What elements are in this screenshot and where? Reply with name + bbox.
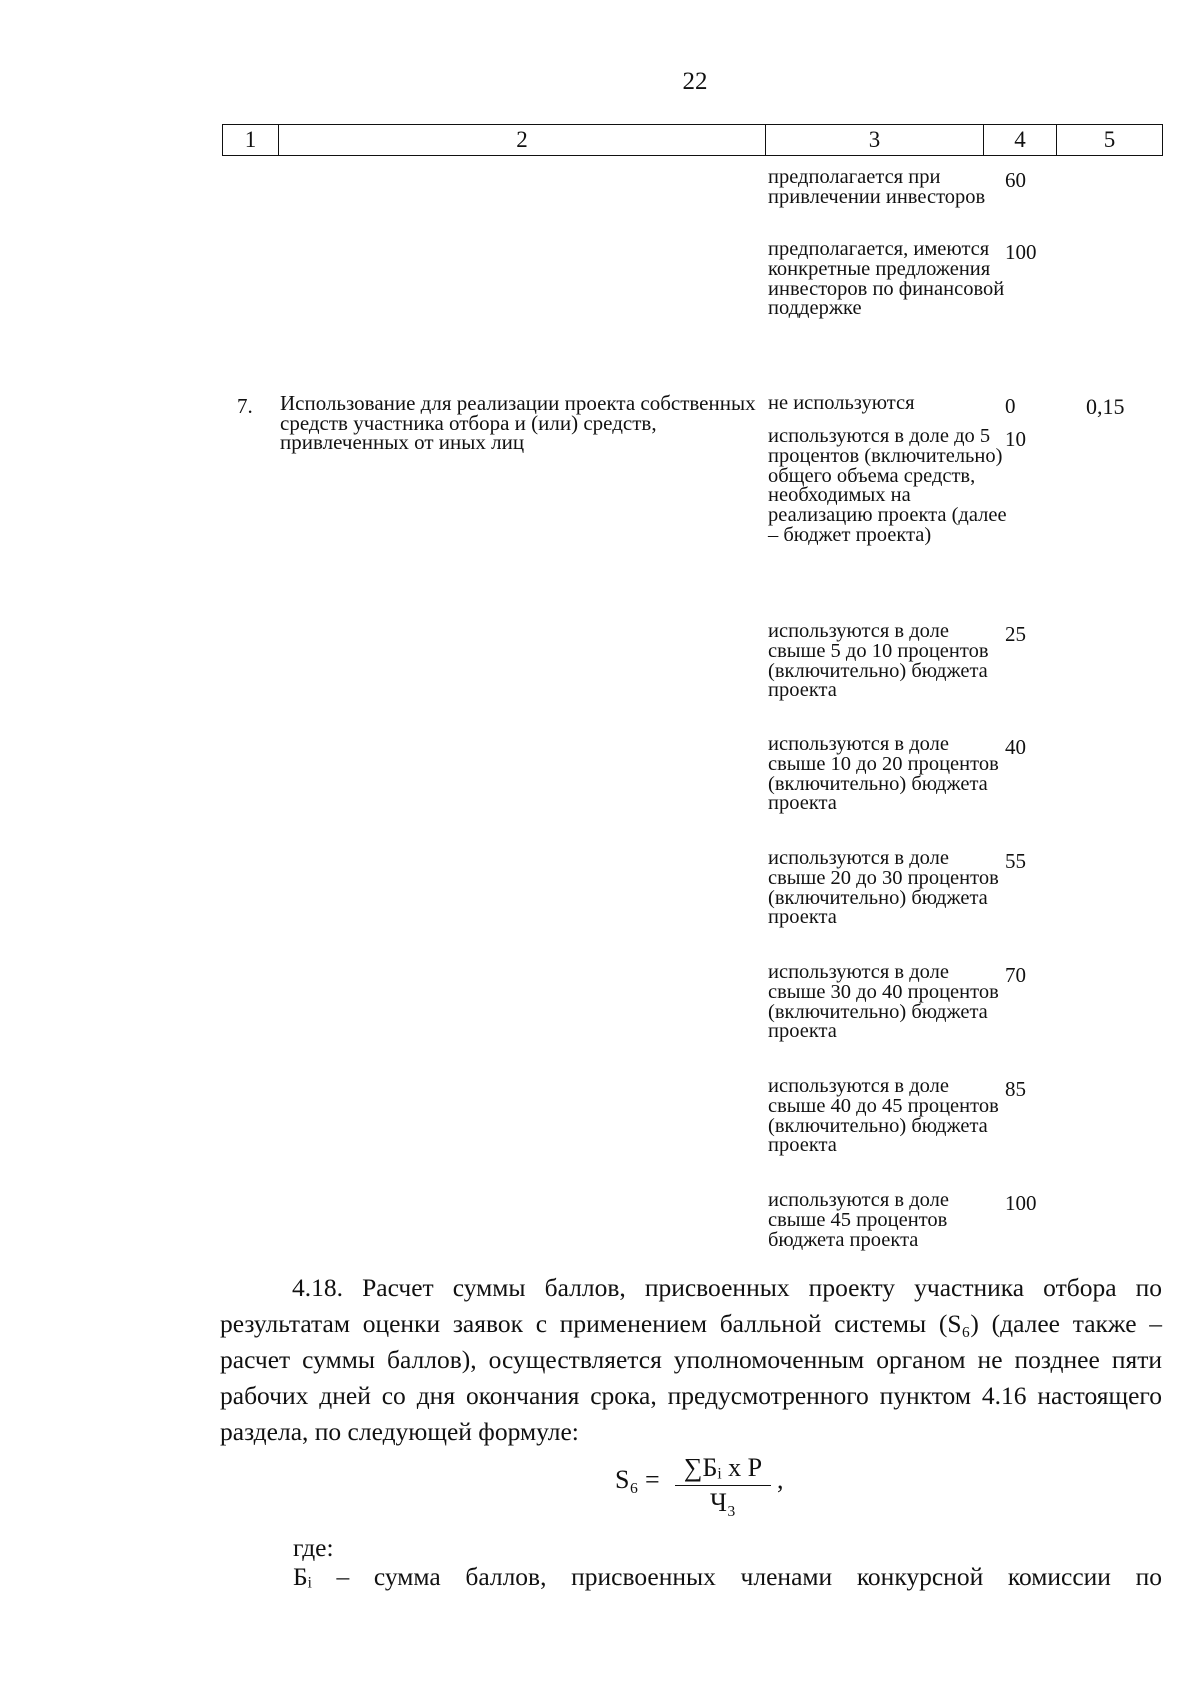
option-text: используются в доле свыше 5 до 10 процентов (включительно) бюджета проекта xyxy=(768,620,989,702)
option-text: используются в доле свыше 10 до 20 процентов (включительно) бюджета проекта xyxy=(768,733,999,815)
option-text: не используются xyxy=(768,392,915,414)
criterion-number: 7. xyxy=(237,394,253,418)
option-text: используются в доле свыше 40 до 45 процентов (включительно) бюджета проекта xyxy=(768,1075,999,1157)
formula-numerator: ∑Бᵢ x P xyxy=(675,1453,771,1486)
option-points: 40 xyxy=(1005,735,1026,759)
formula-fraction xyxy=(675,1453,771,1518)
paragraph-4-18 xyxy=(220,1270,1162,1450)
table-header-cell: 1 xyxy=(222,124,279,156)
option-points: 100 xyxy=(1005,240,1037,264)
option-points: 60 xyxy=(1005,168,1026,192)
option-points: 85 xyxy=(1005,1077,1026,1101)
page-number: 22 xyxy=(682,68,708,95)
option-points: 0 xyxy=(1005,394,1016,418)
option-text: предполагается при привлечении инвесторов xyxy=(768,166,986,208)
table-header-cell: 4 xyxy=(984,124,1057,156)
option-text: используются в доле свыше 30 до 40 процентов (включительно) бюджета проекта xyxy=(768,961,999,1043)
option-points: 25 xyxy=(1005,622,1026,646)
option-text: используются в доле свыше 20 до 30 процентов (включительно) бюджета проекта xyxy=(768,847,999,929)
table-header-cell: 2 xyxy=(279,124,766,156)
option-points: 55 xyxy=(1005,849,1026,873)
criterion-name: Использование для реализации проекта собственных средств участника отбора и (или) средств, привлеченных от иных лиц xyxy=(280,391,756,454)
criterion-weight: 0,15 xyxy=(1086,394,1125,419)
table-header-cell: 3 xyxy=(766,124,984,156)
table-header-cell: 5 xyxy=(1057,124,1163,156)
option-points: 10 xyxy=(1005,427,1026,451)
option-text: используются в доле свыше 45 процентов бюджета проекта xyxy=(768,1189,949,1251)
option-text: предполагается, имеются конкретные предложения инвесторов по финансовой поддержке xyxy=(768,238,1005,320)
option-points: 100 xyxy=(1005,1191,1037,1215)
where-label: где: xyxy=(293,1533,334,1562)
paragraph-text: 4.18. Расчет суммы баллов, присвоенных проекту участника отбора по результатам оценки заявок с применением балльной системы (S₆) (далее также – расчет суммы баллов), осуществляется уполномоченным органом не позднее пяти рабочих дней со дня окончания срока, предусмотренного пунктом 4.16 настоящего раздела, по следующей формуле: xyxy=(220,1273,1162,1446)
formula-lhs: S₆ = xyxy=(615,1465,660,1494)
option-text: используются в доле до 5 процентов (включительно) общего объема средств, необходимых на реализацию проекта (далее – бюджет проекта) xyxy=(768,425,1007,546)
formula-comma: , xyxy=(777,1465,784,1494)
option-points: 70 xyxy=(1005,963,1026,987)
formula-denominator: Ч₃ xyxy=(710,1488,736,1517)
definition-b: Бᵢ – сумма баллов, присвоенных членами конкурсной комиссии по xyxy=(293,1562,1162,1591)
